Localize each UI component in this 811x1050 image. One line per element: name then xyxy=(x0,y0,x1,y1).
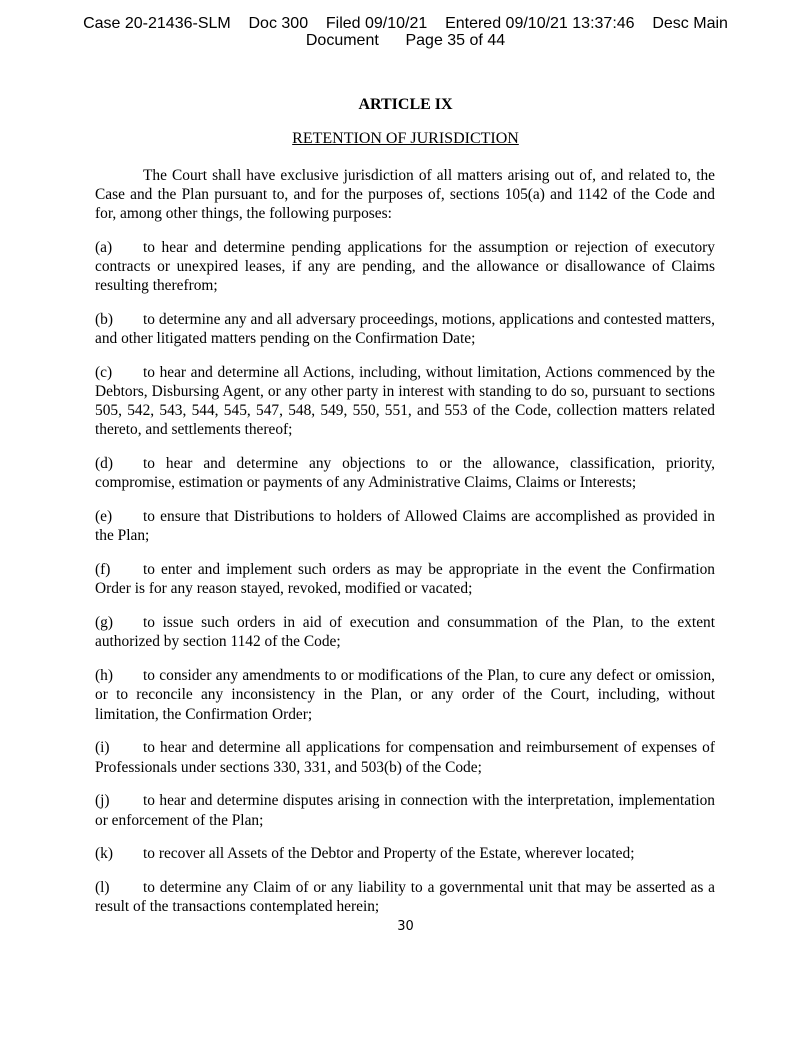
page-number: 30 xyxy=(397,919,414,934)
item-letter: (j) xyxy=(95,792,110,810)
item-text: to hear and determine any objections to or the allowance, classification, priority, compromise, estimation or payments of any Administrative Claims, Claims or Interests; xyxy=(95,455,715,492)
list-item xyxy=(95,878,715,916)
document-body xyxy=(95,166,715,931)
list-item xyxy=(95,666,715,724)
item-letter: (g) xyxy=(95,614,113,632)
intro-paragraph: The Court shall have exclusive jurisdiction of all matters arising out of, and related to, the Case and the Plan pursuant to, and for the purposes of, sections 105(a) and 1142 of the Code and for, among other things, the following purposes: xyxy=(95,167,715,223)
item-letter: (k) xyxy=(95,845,113,863)
item-letter: (l) xyxy=(95,879,110,897)
list-item xyxy=(95,238,715,296)
item-text: to hear and determine all Actions, including, without limitation, Actions commenced by the Debtors, Disbursing Agent, or any other party in interest with standing to do so, pursuant to sections 505, 542, 543, 544, 545, 547, 548, 549, 550, 551, and 553 of the Code, collection matters related thereto, and settlements thereof; xyxy=(95,363,715,439)
article-title: ARTICLE IX xyxy=(358,96,453,113)
item-text: to hear and determine disputes arising in connection with the interpretation, implementation or enforcement of the Plan; xyxy=(95,792,715,829)
list-item xyxy=(95,791,715,829)
article-subtitle: RETENTION OF JURISDICTION xyxy=(292,130,519,147)
item-letter: (e) xyxy=(95,508,113,526)
list-item xyxy=(95,613,715,651)
list-item xyxy=(95,507,715,545)
item-letter: (b) xyxy=(95,310,113,328)
case-filing-line: Case 20-21436-SLM Doc 300 Filed 09/10/21 Entered 09/10/21 13:37:46 Desc Main xyxy=(83,15,728,32)
list-item xyxy=(95,560,715,598)
item-text: to ensure that Distributions to holders of Allowed Claims are accomplished as provided in the Plan; xyxy=(95,508,715,545)
item-letter: (a) xyxy=(95,238,113,256)
item-text: to hear and determine pending applications for the assumption or rejection of executory contracts or unexpired leases, if any are pending, and the allowance or disallowance of Claims resulting therefrom; xyxy=(95,238,715,295)
item-text: to hear and determine all applications for compensation and reimbursement of expenses of Professionals under sections 330, 331, and 503(b) of the Code; xyxy=(95,739,715,776)
item-letter: (i) xyxy=(95,739,110,757)
item-text: to issue such orders in aid of execution and consummation of the Plan, to the extent authorized by section 1142 of the Code; xyxy=(95,614,715,651)
item-letter: (d) xyxy=(95,455,113,473)
item-text: to recover all Assets of the Debtor and Property of the Estate, wherever located; xyxy=(143,845,635,863)
list-item xyxy=(95,844,715,863)
item-letter: (f) xyxy=(95,561,111,579)
item-letter: (c) xyxy=(95,363,113,381)
item-letter: (h) xyxy=(95,667,113,685)
item-text: to determine any Claim of or any liability to a governmental unit that may be asserted as a result of the transactions contemplated herein; xyxy=(95,879,715,916)
document-page-line: Document Page 35 of 44 xyxy=(305,32,506,49)
list-item xyxy=(95,738,715,776)
item-text: to enter and implement such orders as may be appropriate in the event the Confirmation Order is for any reason stayed, revoked, modified or vacated; xyxy=(95,561,715,598)
court-filing-stamp xyxy=(0,15,811,49)
item-text: to consider any amendments to or modifications of the Plan, to cure any defect or omission, or to reconcile any inconsistency in the Plan, or any order of the Court, including, without limitation, the Confirmation Order; xyxy=(95,667,715,723)
list-item xyxy=(95,454,715,492)
item-text: to determine any and all adversary proceedings, motions, applications and contested matters, and other litigated matters pending on the Confirmation Date; xyxy=(95,310,715,348)
list-item xyxy=(95,310,715,348)
list-item xyxy=(95,363,715,440)
